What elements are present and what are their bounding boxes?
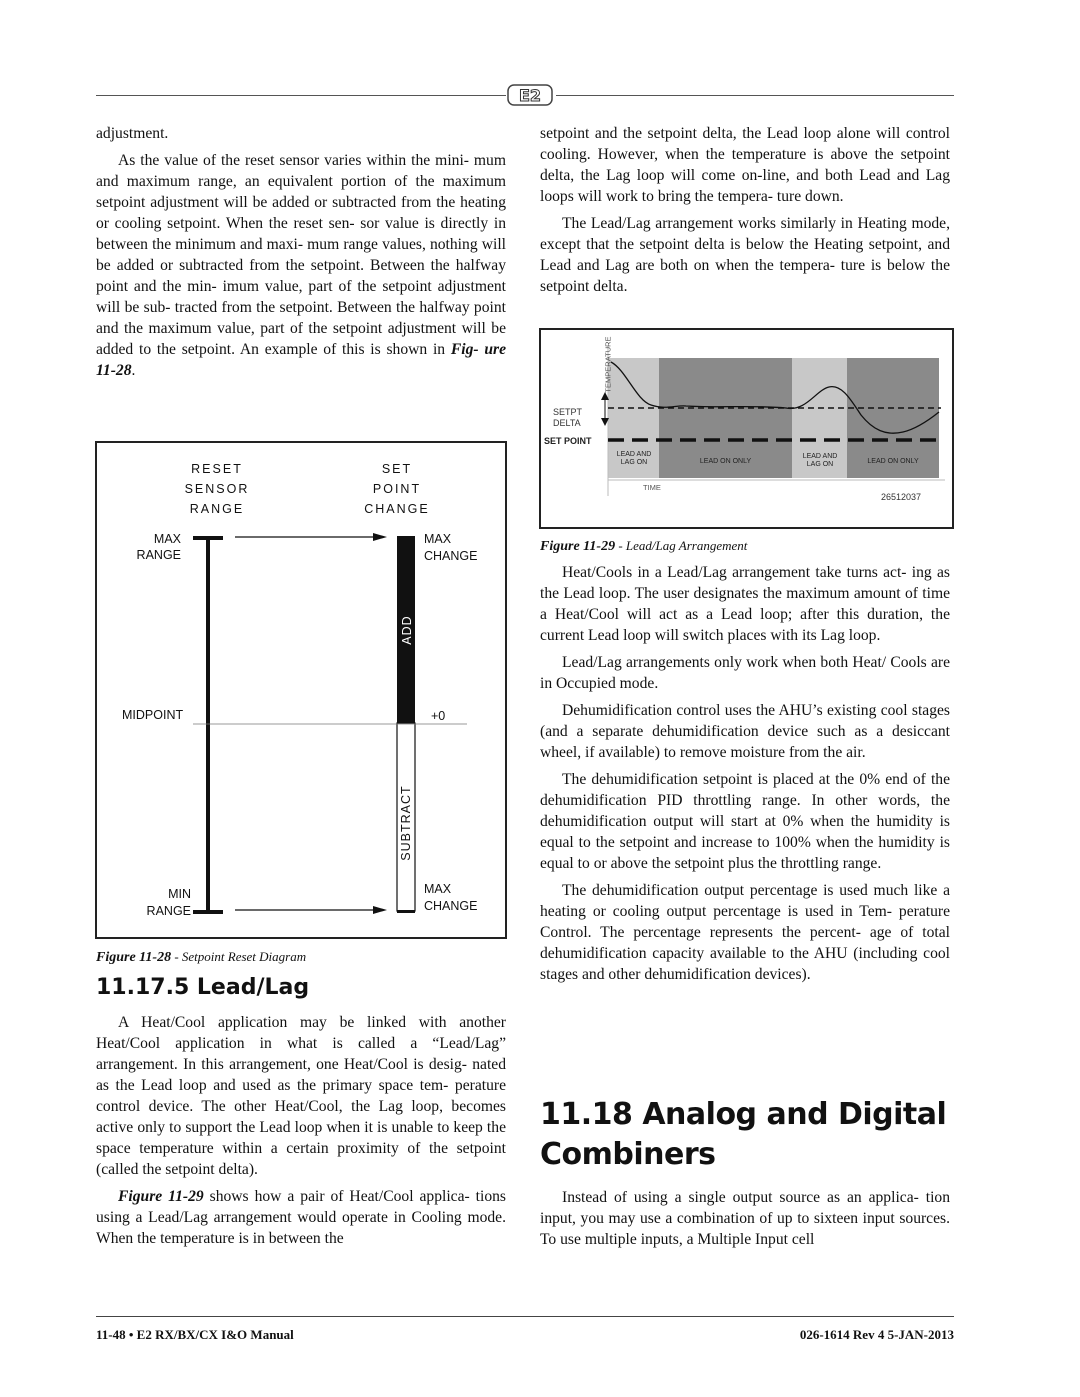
- paragraph: [96, 150, 506, 381]
- sensor-label: SENSOR: [184, 482, 250, 496]
- paragraph: Instead of using a single output source as an applica- tion input, you may use a combination of up to sixteen input sources. To use multiple inputs, a Multiple Input cell: [540, 1189, 950, 1248]
- paragraph: Lead/Lag arrangements only work when both Heat/ Cools are in Occupied mode.: [540, 654, 950, 692]
- header-rule-right: [556, 95, 954, 96]
- plus-zero-label: +0: [431, 709, 446, 723]
- min-range-label: MIN: [168, 887, 191, 901]
- max-change-top-label-2: CHANGE: [424, 549, 478, 563]
- footer-rule: [96, 1316, 954, 1317]
- logo-text: E2: [518, 86, 542, 105]
- set-point-label: SET POINT: [544, 436, 592, 446]
- paragraph: adjustment.: [96, 125, 169, 142]
- range-label: RANGE: [189, 502, 245, 516]
- paragraph-text: As the value of the reset sensor varies within the mini- mum and maximum range, an equivalent portion of the maximum setpoint adjustment will be added or subtracted from the heating or cooling setpoint. When the reset sen- sor value is directly in between the minimum and maxi- mum range values, nothing will be added or subtracted from the setpoint. Between the halfway point and the min- imum value, part of the setpoint adjustment will be sub- tracted from the setpoint. Between the halfway point and the maximum value, part of the setpoint adjustment will be added to the setpoint. An example of this is shown in: [96, 152, 506, 358]
- paragraph: [96, 1186, 506, 1249]
- right-column: [540, 123, 950, 303]
- figure-lead-lag-arrangement: [539, 328, 954, 529]
- paragraph: A Heat/Cool application may be linked with another Heat/Cool application in what is called a “Lead/Lag” arrangement. In this arrangement, one Heat/Cool is desig- nated as the Lead loop and used as the primary space tem- perature control device. The other Heat/Cool, the Lag loop, becomes active only to support the Lead loop when it is unable to keep the space temperature within a certain proximity of the setpoint (called the setpoint delta).: [96, 1014, 506, 1178]
- midpoint-label: MIDPOINT: [122, 708, 184, 722]
- header-rule-left: [96, 95, 506, 96]
- temperature-axis-label: TEMPERATURE: [603, 336, 613, 393]
- figure28-caption: [96, 949, 306, 966]
- paragraph: Heat/Cools in a Lead/Lag arrangement take turns act- ing as the Lead loop. The user designates the maximum amount of time a Heat/Cool will act as a Lead loop; after this duration, the current Lead loop will switch places with its Lag loop.: [540, 564, 950, 644]
- lead-on-only-label: LEAD ON ONLY: [699, 458, 752, 465]
- figure-setpoint-reset-diagram: [95, 441, 507, 939]
- figure-id-label: 26512037: [881, 492, 922, 502]
- caption-number: Figure 11-28: [96, 950, 172, 965]
- caption-text: - Setpoint Reset Diagram: [171, 949, 307, 964]
- left-column: [96, 123, 506, 387]
- change-label: CHANGE: [364, 502, 430, 516]
- time-axis-label: TIME: [643, 483, 661, 492]
- lead-and-lag-on-label-2: LAG ON: [806, 461, 834, 468]
- footer-right: 026-1614 Rev 4 5-JAN-2013: [799, 1327, 954, 1342]
- max-change-top-label: MAX: [424, 532, 452, 546]
- section-heading-lead-lag: 11.17.5 Lead/Lag: [96, 975, 310, 1000]
- paragraph-end: .: [131, 362, 136, 379]
- right-column-lower: [540, 562, 950, 991]
- lead-and-lag-on-label: LEAD AND: [616, 451, 652, 458]
- paragraph: Dehumidification control uses the AHU’s existing cool stages (and a separate dehumidification device such as a desiccant wheel, if available) to remove moisture from the air.: [540, 702, 950, 761]
- caption-number: Figure 11-29: [540, 539, 616, 554]
- left-column-lower: [96, 1012, 506, 1255]
- delta-label: DELTA: [553, 418, 581, 428]
- min-range-label-2: RANGE: [146, 904, 191, 918]
- max-range-label: MAX: [153, 532, 181, 546]
- max-range-label-2: RANGE: [136, 548, 181, 562]
- paragraph: setpoint and the setpoint delta, the Lead loop alone will control cooling. However, when the temperature is above the setpoint delta, the Lag loop will come on-line, and both Lead and Lag loops will work to bring the tempera- ture down.: [540, 125, 950, 205]
- lead-and-lag-on-label-2: LAG ON: [620, 459, 648, 466]
- footer-left: 11-48 • E2 RX/BX/CX I&O Manual: [96, 1327, 294, 1342]
- max-change-bottom-label-2: CHANGE: [424, 899, 478, 913]
- setpt-label: SETPT: [553, 407, 583, 417]
- paragraph: The dehumidification setpoint is placed at the 0% end of the dehumidification PID throttling range. In other words, the dehumidification output will start at 0% when the humidity is equal to the setpoint and increase to 100% when the humidity is equal to or above the setpoint plus the throttling range.: [540, 771, 950, 872]
- reset-label: RESET: [191, 462, 243, 476]
- paragraph-text: shows how a pair of Heat/Cool applica- tions using a Lead/Lag arrangement would operate in Cooling mode. When the temperature is in between the: [96, 1188, 506, 1247]
- paragraph: The dehumidification output percentage is used much like a heating or cooling output percentage is used in Tem- perature Control. The percentage represents the percent- age of total dehumidification capacity available to the AHU (including cool stages and other dehumidification devices).: [540, 882, 950, 983]
- section-heading-combiners: [540, 1095, 960, 1175]
- subtract-label: SUBTRACT: [399, 785, 413, 861]
- caption-text: - Lead/Lag Arrangement: [615, 538, 748, 553]
- figure-reference-link[interactable]: Figure 11-29: [118, 1188, 204, 1205]
- figure29-caption: [540, 538, 747, 555]
- lead-and-lag-on-label: LEAD AND: [802, 453, 838, 460]
- set-label: SET: [381, 462, 413, 476]
- paragraph: The Lead/Lag arrangement works similarly in Heating mode, except that the setpoint delta is below the Heating setpoint, and Lead and Lag are both on when the tempera- ture is below the setpoint delta.: [540, 215, 950, 295]
- heading-line-2: Combiners: [540, 1137, 716, 1172]
- point-label: POINT: [372, 482, 422, 496]
- e2-logo: [507, 83, 553, 107]
- add-label: ADD: [400, 615, 414, 645]
- max-change-bottom-label: MAX: [424, 882, 452, 896]
- lead-on-only-label: LEAD ON ONLY: [867, 458, 919, 465]
- right-column-end: [540, 1187, 950, 1256]
- heading-line-1: 11.18 Analog and Digital: [540, 1097, 947, 1132]
- figure-reference-link[interactable]: Fig- ure 11-28: [96, 341, 506, 379]
